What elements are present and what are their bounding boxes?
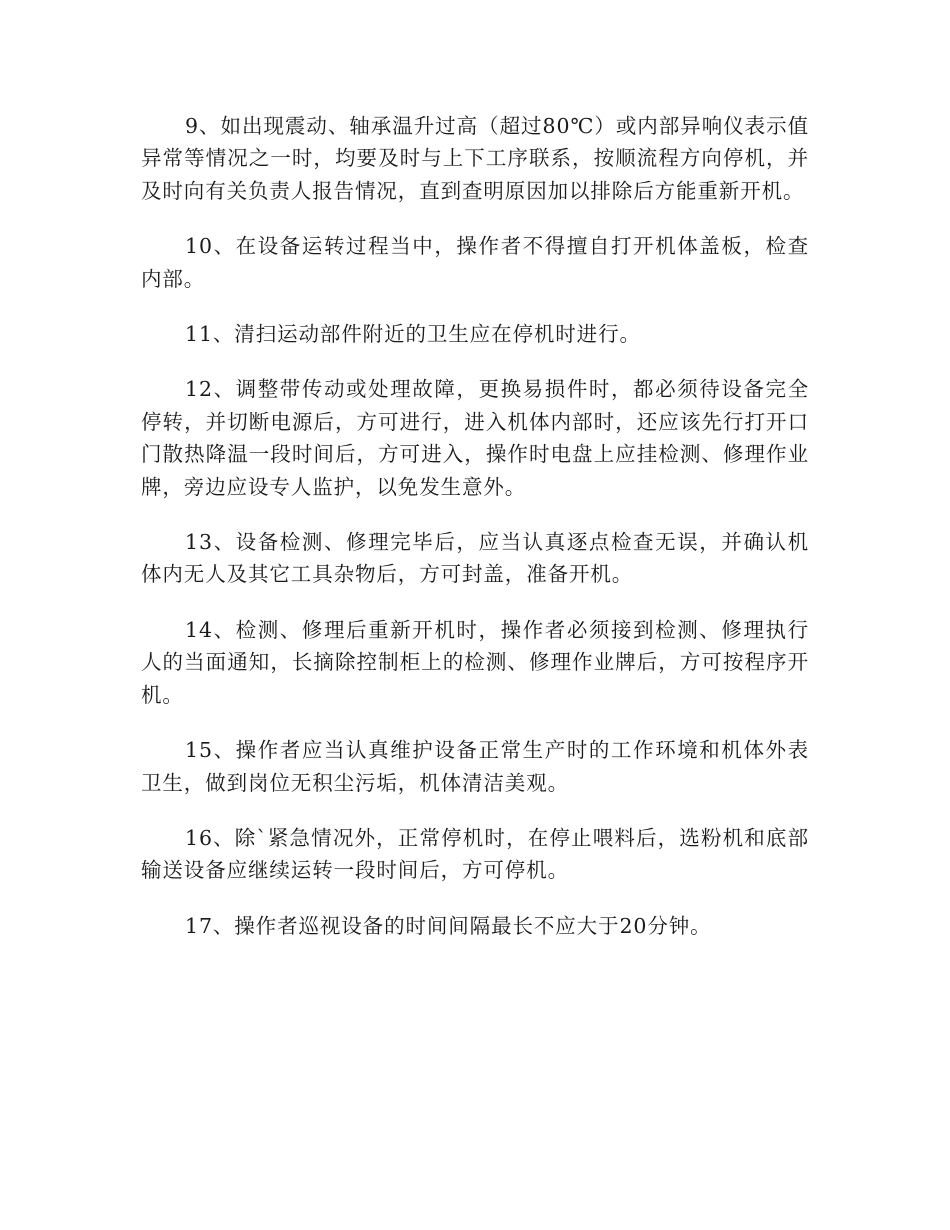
paragraph-16: 16、除`紧急情况外，正常停机时，在停止喂料后，选粉机和底部输送设备应继续运转一段时间后，方可停机。 [141, 825, 809, 883]
paragraph-14: 14、检测、修理后重新开机时，操作者必须接到检测、修理执行人的当面通知，长摘除控制柜上的检测、修理作业牌后，方可按程序开机。 [141, 617, 809, 707]
paragraph-12: 12、调整带传动或处理故障，更换易损件时，都必须待设备完全停转，并切断电源后，方可进行，进入机体内部时，还应该先行打开口门散热降温一段时间后，方可进入，操作时电盘上应挂检测、修理作业牌，旁边应设专人监护，以免发生意外。 [141, 377, 809, 499]
paragraph-13: 13、设备检测、修理完毕后，应当认真逐点检查无误，并确认机体内无人及其它工具杂物后，方可封盖，准备开机。 [141, 530, 809, 587]
paragraph-11: 11、清扫运动部件附近的卫生应在停机时进行。 [185, 322, 641, 347]
paragraph-10: 10、在设备运转过程当中，操作者不得擅自打开机体盖板，检查内部。 [141, 234, 809, 291]
paragraph-17: 17、操作者巡视设备的时间间隔最长不应大于20分钟。 [185, 913, 712, 938]
document-body [141, 110, 809, 965]
paragraph-15: 15、操作者应当认真维护设备正常生产时的工作环境和机体外表卫生，做到岗位无积尘污垢，机体清洁美观。 [141, 738, 809, 795]
paragraph-9: 9、如出现震动、轴承温升过高（超过80℃）或内部异响仪表示值异常等情况之一时，均要及时与上下工序联系，按顺流程方向停机，并及时向有关负责人报告情况，直到查明原因加以排除后方能重新开机。 [141, 114, 809, 203]
